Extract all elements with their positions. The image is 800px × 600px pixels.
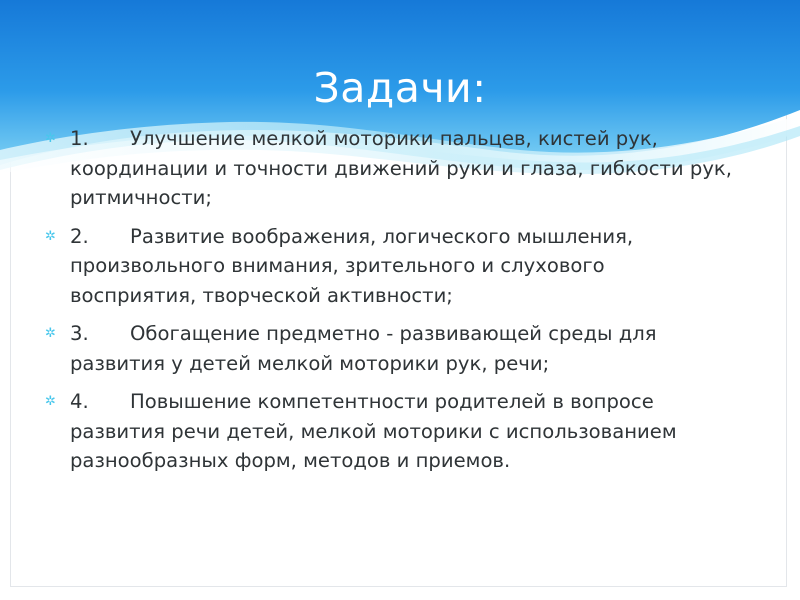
task-number: 1. [70, 127, 89, 150]
task-item-3 [45, 319, 735, 378]
task-text: Обогащение предметно - развивающей среды для развития у детей мелкой моторики рук, речи; [70, 322, 657, 375]
task-text: Развитие воображения, логического мышления, произвольного внимания, зрительного и слухового восприятия, творческой активности; [70, 224, 634, 307]
asterisk-bullet-icon: ✲ [45, 394, 56, 409]
task-text: Повышение компетентности родителей в вопросе развития речи детей, мелкой моторики с использованием разнообразных форм, методов и приемов. [70, 390, 677, 472]
task-text: Улучшение мелкой моторики пальцев, кистей рук, координации и точности движений руки и глаза, гибкости рук, ритмичности; [70, 127, 732, 209]
task-number: 3. [70, 322, 89, 345]
task-number: 2. [70, 224, 89, 248]
task-item-1 [45, 124, 735, 213]
asterisk-bullet-icon: ✲ [45, 131, 56, 146]
asterisk-bullet-icon: ✲ [45, 326, 56, 341]
task-item-2 [45, 222, 735, 311]
slide-title: Задачи: [313, 64, 487, 112]
task-number: 4. [70, 390, 89, 413]
task-list [45, 124, 735, 485]
asterisk-bullet-icon: ✲ [45, 228, 56, 244]
task-item-4 [45, 387, 735, 476]
